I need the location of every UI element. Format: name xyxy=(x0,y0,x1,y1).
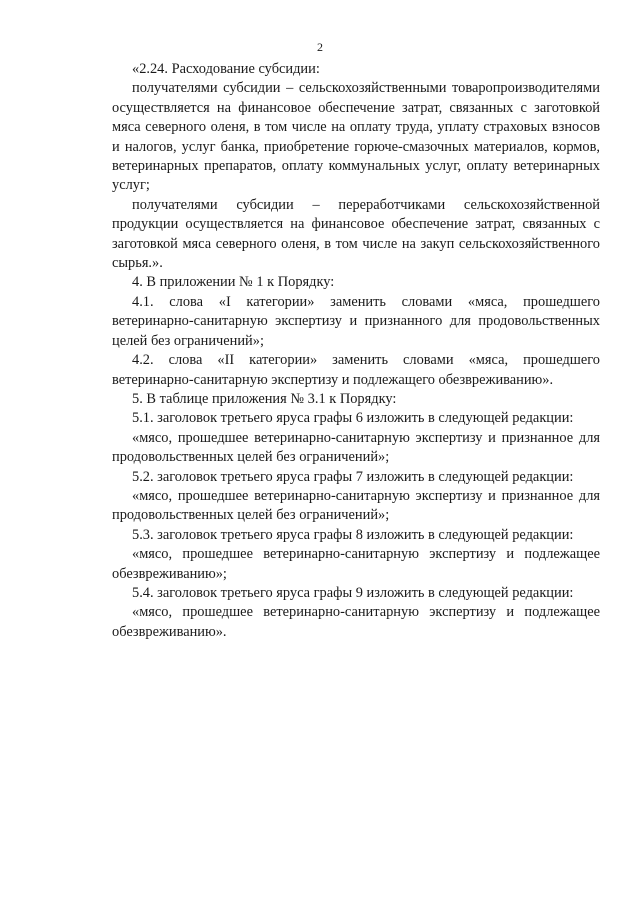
paragraph-2-24-heading: «2.24. Расходование субсидии: xyxy=(132,61,320,77)
paragraph-5-1-text: «мясо, прошедшее ветеринарно-санитарную экспертизу и признанное для продовольственных целей без ограничений»; xyxy=(112,429,600,466)
paragraph-5-4-text: «мясо, прошедшее ветеринарно-санитарную экспертизу и подлежащее обезвреживанию». xyxy=(112,604,600,640)
paragraph-5: 5. В таблице приложения № 3.1 к Порядку: xyxy=(132,390,397,407)
paragraph-5-2: 5.2. заголовок третьего яруса графы 7 изложить в следующей редакции: xyxy=(132,468,574,485)
paragraph-5-3-text: «мясо, прошедшее ветеринарно-санитарную экспертизу и подлежащее обезвреживанию»; xyxy=(112,546,600,582)
paragraph-4-1: 4.1. слова «I категории» заменить словами «мяса, прошедшего ветеринарно-санитарную экспертизу и признанного для продовольственных целей без ограничений»; xyxy=(112,293,600,349)
document-body xyxy=(112,60,600,642)
paragraph-5-4: 5.4. заголовок третьего яруса графы 9 изложить в следующей редакции: xyxy=(132,584,574,601)
paragraph-4: 4. В приложении № 1 к Порядку: xyxy=(132,274,335,291)
paragraph-processors: получателями субсидии – переработчиками сельскохозяйственной продукции осуществляется на финансовое обеспечение затрат, связанных с заготовкой мяса северного оленя, в том числе на закуп сельскохозяйственного сырья.». xyxy=(112,196,600,272)
paragraph-producers: получателями субсидии – сельскохозяйственными товаропроизводителями осуществляется на финансовое обеспечение затрат, связанных с заготовкой мяса северного оленя, в том числе на оплату труда, уплату страховых взносов и налогов, услуг банка, приобретение горюче-смазочных материалов, кормов, ветеринарных препаратов, оплату коммунальных услуг, оплату ветеринарных услуг; xyxy=(112,80,600,194)
paragraph-5-1: 5.1. заголовок третьего яруса графы 6 изложить в следующей редакции: xyxy=(132,410,574,427)
paragraph-4-2: 4.2. слова «II категории» заменить словами «мяса, прошедшего ветеринарно-санитарную экспертизу и подлежащего обезвреживанию». xyxy=(112,352,600,388)
paragraph-5-3: 5.3. заголовок третьего яруса графы 8 изложить в следующей редакции: xyxy=(132,526,574,543)
paragraph-5-2-text: «мясо, прошедшее ветеринарно-санитарную экспертизу и признанное для продовольственных целей без ограничений»; xyxy=(112,487,600,524)
page-number: 2 xyxy=(317,40,323,54)
